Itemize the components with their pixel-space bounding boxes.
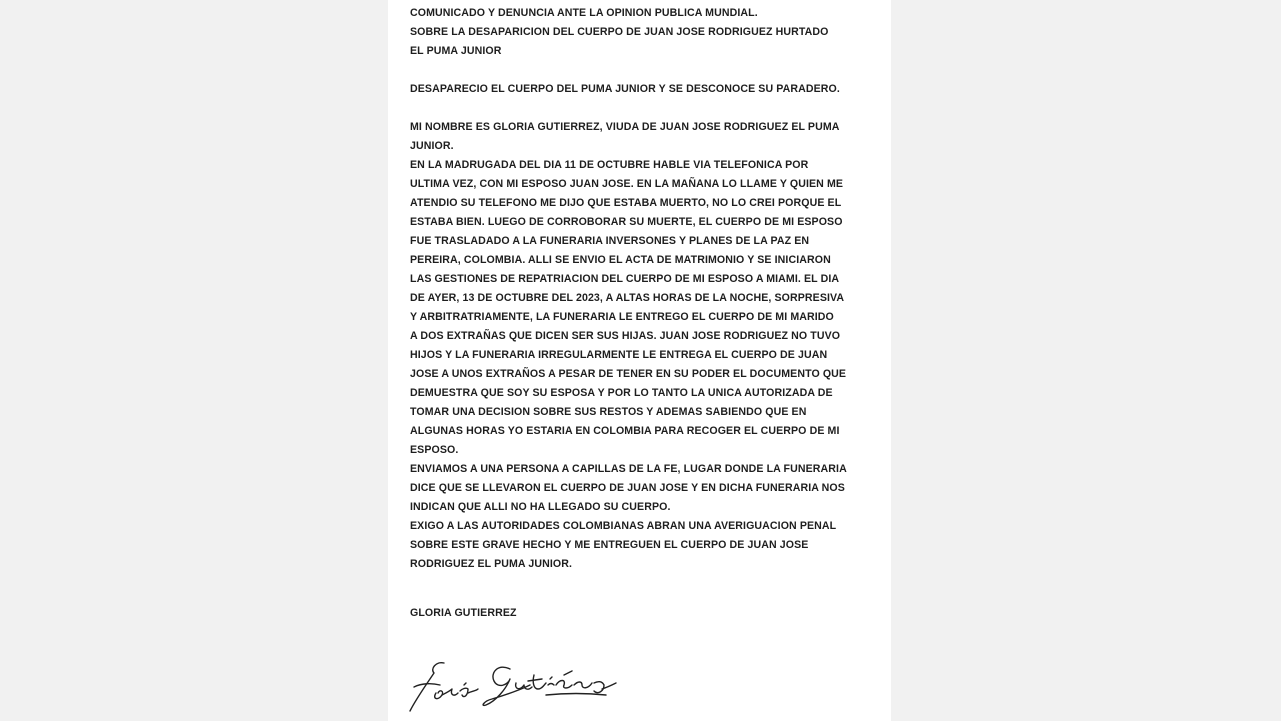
- body-line: DICE QUE SE LLEVARON EL CUERPO DE JUAN JOSE Y EN DICHA FUNERARIA NOS: [410, 482, 845, 494]
- heading-line-1: COMUNICADO Y DENUNCIA ANTE LA OPINION PUBLICA MUNDIAL.: [410, 7, 758, 19]
- body-line: SOBRE ESTE GRAVE HECHO Y ME ENTREGUEN EL CUERPO DE JUAN JOSE: [410, 539, 809, 551]
- body-line: RODRIGUEZ EL PUMA JUNIOR.: [410, 558, 573, 570]
- body-line: ALGUNAS HORAS YO ESTARIA EN COLOMBIA PARA RECOGER EL CUERPO DE MI: [410, 425, 840, 437]
- body-line: HIJOS Y LA FUNERARIA IRREGULARMENTE LE ENTREGA EL CUERPO DE JUAN: [410, 349, 828, 361]
- body-line: ESTABA BIEN. LUEGO DE CORROBORAR SU MUERTE, EL CUERPO DE MI ESPOSO: [410, 216, 843, 228]
- body-line: FUE TRASLADADO A LA FUNERARIA INVERSONES Y PLANES DE LA PAZ EN: [410, 235, 810, 247]
- body-line: A DOS EXTRAÑAS QUE DICEN SER SUS HIJAS. JUAN JOSE RODRIGUEZ NO TUVO: [410, 330, 841, 342]
- body-line: ENVIAMOS A UNA PERSONA A CAPILLAS DE LA FE, LUGAR DONDE LA FUNERARIA: [410, 463, 847, 475]
- subheading: DESAPARECIO EL CUERPO DEL PUMA JUNIOR Y SE DESCONOCE SU PARADERO.: [410, 83, 840, 95]
- body-line: EN LA MADRUGADA DEL DIA 11 DE OCTUBRE HABLE VIA TELEFONICA POR: [410, 159, 809, 171]
- body-line: DE AYER, 13 DE OCTUBRE DEL 2023, A ALTAS HORAS DE LA NOCHE, SORPRESIVA: [410, 292, 845, 304]
- body-line: JUNIOR.: [410, 140, 454, 152]
- body-line: DEMUESTRA QUE SOY SU ESPOSA Y POR LO TANTO LA UNICA AUTORIZADA DE: [410, 387, 833, 399]
- body-line: MI NOMBRE ES GLORIA GUTIERREZ, VIUDA DE JUAN JOSE RODRIGUEZ EL PUMA: [410, 121, 840, 133]
- body-line: TOMAR UNA DECISION SOBRE SUS RESTOS Y ADEMAS SABIENDO QUE EN: [410, 406, 807, 418]
- heading-line-3: EL PUMA JUNIOR: [410, 45, 502, 57]
- handwritten-signature: [406, 655, 621, 717]
- heading-line-2: SOBRE LA DESAPARICION DEL CUERPO DE JUAN JOSE RODRIGUEZ HURTADO: [410, 26, 829, 38]
- body-line: ULTIMA VEZ, CON MI ESPOSO JUAN JOSE. EN LA MAÑANA LO LLAME Y QUIEN ME: [410, 178, 844, 190]
- document-text: [410, 4, 860, 574]
- signatory-name: GLORIA GUTIERREZ: [410, 607, 517, 619]
- document-page: [388, 0, 891, 721]
- body-line: LAS GESTIONES DE REPATRIACION DEL CUERPO DE MI ESPOSO A MIAMI. EL DIA: [410, 273, 840, 285]
- body-line: JOSE A UNOS EXTRAÑOS A PESAR DE TENER EN SU PODER EL DOCUMENTO QUE: [410, 368, 847, 380]
- body-line: ATENDIO SU TELEFONO ME DIJO QUE ESTABA MUERTO, NO LO CREI PORQUE EL: [410, 197, 842, 209]
- body-line: ESPOSO.: [410, 444, 459, 456]
- body-line: INDICAN QUE ALLI NO HA LLEGADO SU CUERPO.: [410, 501, 671, 513]
- body-line: PEREIRA, COLOMBIA. ALLI SE ENVIO EL ACTA DE MATRIMONIO Y SE INICIARON: [410, 254, 831, 266]
- body-line: Y ARBITRATRIAMENTE, LA FUNERARIA LE ENTREGO EL CUERPO DE MI MARIDO: [410, 311, 834, 323]
- body-line: EXIGO A LAS AUTORIDADES COLOMBIANAS ABRAN UNA AVERIGUACION PENAL: [410, 520, 837, 532]
